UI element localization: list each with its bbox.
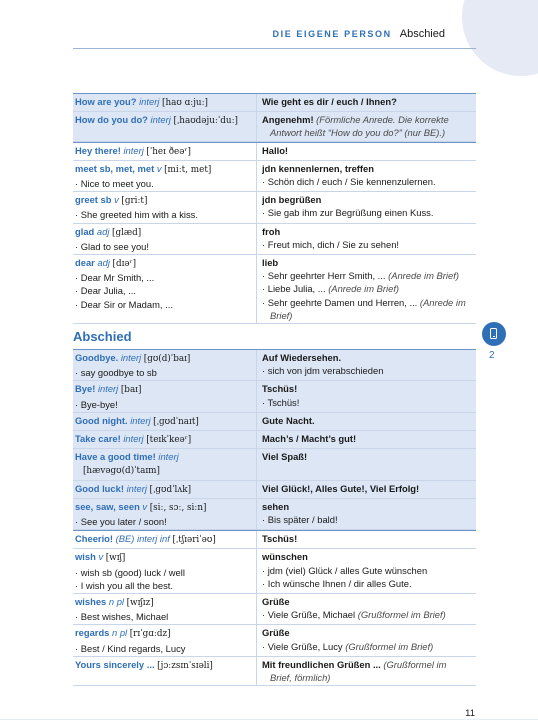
english-cell — [73, 350, 256, 380]
entry-line — [262, 296, 474, 309]
german-cell — [256, 143, 476, 160]
table-row — [73, 413, 476, 431]
entry-line — [262, 144, 474, 157]
entry-line — [75, 95, 254, 110]
entry-line — [262, 513, 474, 526]
phonetic: [dɪəʳ] — [112, 259, 137, 270]
entry-line — [262, 626, 474, 639]
english-cell — [73, 499, 256, 529]
english-cell — [73, 381, 256, 411]
headword: Take care! — [75, 433, 121, 445]
example: · Dear Mr Smith, ... — [75, 272, 155, 284]
usage-note: (Grußformel im Brief) — [357, 609, 446, 621]
corner-decoration — [462, 0, 538, 76]
vocab-table-abschied — [73, 349, 476, 686]
grammar-label: interj — [123, 433, 144, 445]
entry-line — [262, 382, 474, 395]
usage-note: (Anrede im — [419, 296, 466, 308]
german-cell — [256, 224, 476, 254]
headword: Bye! — [75, 383, 96, 395]
entry-line — [262, 126, 474, 139]
phonetic: [teɪkˈkeəʳ] — [146, 435, 192, 446]
entry-line — [75, 626, 254, 641]
german-cell — [256, 255, 476, 323]
entry-line — [262, 608, 474, 621]
phonetic: [wɪʃ] — [105, 553, 126, 564]
german-cell — [256, 431, 476, 448]
vocab-table-greetings — [73, 93, 476, 324]
translation: froh — [262, 225, 281, 237]
entry-line — [75, 398, 254, 411]
headword: Hey there! — [75, 144, 121, 156]
example: · See you later / soon! — [75, 516, 167, 528]
german-cell — [256, 449, 476, 479]
table-row — [73, 112, 476, 141]
translation: Wie geht es dir / euch / Ihnen? — [262, 96, 397, 107]
grammar-label: v — [98, 551, 104, 563]
phonetic: [haʊ ɑːjuː] — [162, 98, 208, 108]
translation: Grüße — [262, 627, 290, 639]
english-cell — [73, 224, 256, 254]
usage-note: (Förmliche Anrede. Die korrekte — [316, 114, 449, 126]
phonetic: [rɪˈgɑːdz] — [129, 629, 171, 640]
entry-line — [262, 500, 474, 513]
translation: Grüße — [262, 596, 290, 608]
example: · Sehr geehrte Damen und Herren, ... — [262, 296, 418, 308]
grammar-label: adj — [96, 225, 110, 237]
phonetic: [hævəgʊ(d)ˈtaɪm] — [83, 466, 160, 477]
entry-line — [262, 282, 474, 295]
english-cell — [73, 255, 256, 323]
headword: meet sb, met, met — [75, 162, 155, 174]
phonetic: [wɪʃɪz] — [126, 598, 154, 609]
entry-line — [75, 284, 254, 297]
entry-line — [75, 298, 254, 311]
english-cell — [73, 94, 256, 111]
phonetic: [gʊ(d)ˈbaɪ] — [143, 354, 191, 364]
usage-note: Antwort heißt “How do you do?” (nur BE).) — [270, 127, 446, 139]
entry-line — [262, 595, 474, 608]
entry-line — [262, 577, 474, 590]
example: · Dear Sir or Madam, ... — [75, 298, 173, 310]
english-cell — [73, 549, 256, 593]
smartphone-icon — [490, 328, 497, 339]
english-cell — [73, 531, 256, 548]
example: · I wish you all the best. — [75, 579, 173, 591]
headword: see, saw, seen — [75, 500, 140, 512]
entry-line — [262, 550, 474, 563]
german-cell — [256, 481, 476, 498]
english-cell — [73, 431, 256, 448]
grammar-label: n pl — [112, 627, 128, 639]
entry-line — [262, 482, 474, 495]
english-cell — [73, 413, 256, 430]
headword: Good night. — [75, 414, 128, 426]
translation: Viel Spaß! — [262, 451, 308, 463]
usage-note: (Grußformel im Brief) — [345, 640, 434, 652]
example: · say goodbye to sb — [75, 367, 157, 379]
usage-note: (Anrede im Brief) — [388, 270, 459, 282]
example: · Viele Grüße, Lucy — [262, 640, 343, 652]
english-cell — [73, 594, 256, 624]
german-cell — [256, 657, 476, 685]
entry-line — [75, 240, 254, 253]
entry-line — [75, 579, 254, 592]
entry-line — [262, 432, 474, 445]
entry-line — [262, 175, 474, 188]
table-row — [73, 530, 476, 549]
entry-line — [262, 671, 474, 684]
german-cell — [256, 594, 476, 624]
translation: Mit freundlichen Grüßen ... — [262, 658, 381, 670]
headword: greet sb — [75, 194, 112, 206]
table-row — [73, 224, 476, 255]
phonetic: [miːt, met] — [164, 164, 212, 175]
table-row — [73, 657, 476, 686]
usage-note: (Anrede im Brief) — [328, 283, 400, 295]
headword: Yours sincerely ... — [75, 658, 155, 670]
example: · Liebe Julia, ... — [262, 283, 326, 295]
german-cell — [256, 161, 476, 191]
entry-line — [75, 515, 254, 528]
german-cell — [256, 112, 476, 140]
grammar-label: interj — [139, 96, 160, 107]
entry-line — [75, 500, 254, 515]
english-cell — [73, 625, 256, 655]
translation: sehen — [262, 500, 290, 512]
entry-line — [75, 414, 254, 429]
table-row — [73, 381, 476, 412]
grammar-label: interj — [123, 144, 144, 156]
headword: Cheerio! — [75, 533, 114, 545]
phonetic: [griːt] — [121, 196, 148, 207]
example: · Schön dich / euch / Sie kennenzulernen. — [262, 176, 436, 188]
entry-line — [75, 532, 254, 547]
example: · Sehr geehrter Herr Smith, ... — [262, 270, 386, 282]
entry-line — [75, 177, 254, 190]
translation: Tschüs! — [262, 533, 298, 545]
table-row — [73, 142, 476, 161]
table-row — [73, 431, 476, 449]
headword: wishes — [75, 596, 107, 608]
german-cell — [256, 625, 476, 655]
table-row — [73, 255, 476, 324]
example: · Viele Grüße, Michael — [262, 609, 356, 621]
entry-line — [262, 532, 474, 545]
entry-line — [75, 193, 254, 208]
entry-line — [75, 482, 254, 497]
entry-line — [75, 550, 254, 565]
english-cell — [73, 481, 256, 498]
entry-line — [75, 642, 254, 655]
entry-line — [75, 351, 254, 366]
example: · wish sb (good) luck / well — [75, 566, 185, 578]
english-cell — [73, 192, 256, 222]
entry-line — [262, 564, 474, 577]
section-heading-abschied: Abschied — [73, 329, 132, 344]
german-cell — [256, 192, 476, 222]
entry-line — [75, 595, 254, 610]
entry-line — [75, 271, 254, 284]
entry-line — [75, 450, 254, 463]
table-row — [73, 549, 476, 594]
example: · Tschüs! — [262, 396, 300, 408]
phonetic: [siː, sɔː, siːn] — [149, 502, 207, 513]
entry-line — [262, 396, 474, 409]
german-cell — [256, 499, 476, 529]
table-row — [73, 161, 476, 192]
grammar-label: n pl — [108, 596, 124, 608]
entry-line — [262, 113, 474, 126]
grammar-label: interj — [158, 451, 179, 463]
section-label: DIE EIGENE PERSON — [272, 29, 392, 39]
phonetic: [ˌgʊdˈnaɪt] — [153, 416, 199, 427]
entry-line — [262, 162, 474, 175]
grammar-label: interj — [97, 383, 119, 395]
entry-line — [262, 238, 474, 251]
phonetic: [baɪ] — [120, 385, 142, 396]
entry-line — [262, 640, 474, 653]
entry-line — [75, 382, 254, 397]
phonetic: [glæd] — [112, 227, 142, 238]
translation: Angenehm! — [262, 114, 314, 126]
phonetic: [ˌgʊdˈlʌk] — [149, 484, 192, 495]
chapter-tab[interactable] — [482, 322, 506, 346]
german-cell — [256, 549, 476, 593]
headword: glad — [75, 225, 95, 237]
table-row — [73, 625, 476, 656]
german-cell — [256, 531, 476, 548]
example: · She greeted him with a kiss. — [75, 209, 198, 221]
translation: Viel Glück!, Alles Gute!, Viel Erfolg! — [262, 482, 420, 494]
english-cell — [73, 161, 256, 191]
entry-line — [75, 463, 254, 478]
entry-line — [75, 225, 254, 240]
example: · Dear Julia, ... — [75, 285, 136, 297]
usage-note: (Grußformel im — [383, 658, 447, 670]
english-cell — [73, 112, 256, 140]
phonetic: [ˌhaʊdəjuːˈduː] — [173, 116, 238, 127]
english-cell — [73, 143, 256, 160]
grammar-label: interj — [150, 114, 171, 126]
grammar-label: (BE) interj inf — [115, 533, 170, 545]
entry-line — [75, 256, 254, 271]
entry-line — [262, 95, 474, 108]
headword: regards — [75, 627, 110, 639]
german-cell — [256, 94, 476, 111]
entry-line — [262, 658, 474, 671]
headword: How are you? — [75, 96, 137, 107]
translation: lieb — [262, 257, 279, 269]
headword: dear — [75, 257, 95, 269]
entry-line — [262, 256, 474, 269]
example: · Best / Kind regards, Lucy — [75, 642, 186, 654]
translation: Hallo! — [262, 144, 289, 156]
table-row — [73, 192, 476, 223]
entry-line — [75, 610, 254, 623]
table-row — [73, 594, 476, 625]
headword: How do you do? — [75, 114, 148, 126]
table-row — [73, 449, 476, 480]
headword: Good luck! — [75, 482, 124, 494]
translation: wünschen — [262, 551, 308, 563]
phonetic: [ˈheɪ ðeəʳ] — [146, 146, 191, 157]
entry-line — [262, 364, 474, 377]
entry-line — [75, 113, 254, 128]
example: · sich von jdm verabschieden — [262, 365, 384, 377]
english-cell — [73, 449, 256, 479]
usage-note: Brief, förmlich) — [270, 672, 331, 684]
page-number: 11 — [465, 708, 475, 719]
grammar-label: interj — [130, 414, 151, 426]
entry-line — [262, 225, 474, 238]
table-row — [73, 93, 476, 112]
entry-line — [75, 566, 254, 579]
grammar-label: interj — [120, 352, 142, 363]
german-cell — [256, 381, 476, 411]
example: · Freut mich, dich / Sie zu sehen! — [262, 238, 400, 250]
table-row — [73, 349, 476, 381]
translation: jdn begrüßen — [262, 194, 322, 206]
chapter-label: Abschied — [399, 28, 445, 40]
phonetic: [ˌtʃɪəriˈəʊ] — [172, 535, 216, 546]
entry-line — [75, 144, 254, 159]
entry-line — [262, 269, 474, 282]
entry-line — [262, 193, 474, 206]
translation: Gute Nacht. — [262, 414, 315, 426]
headword: Have a good time! — [75, 451, 156, 463]
translation: Tschüs! — [262, 383, 298, 395]
example: · Nice to meet you. — [75, 178, 154, 190]
grammar-label: v — [142, 500, 148, 512]
entry-line — [75, 366, 254, 379]
example: · Ich wünsche Ihnen / dir alles Gute. — [262, 577, 412, 589]
german-cell — [256, 413, 476, 430]
translation: Auf Wiedersehen. — [262, 352, 342, 363]
example: · Sie gab ihm zur Begrüßung einen Kuss. — [262, 207, 434, 219]
entry-line — [262, 414, 474, 427]
example: · Bye-bye! — [75, 398, 118, 410]
chapter-number: 2 — [489, 350, 495, 361]
example: · Best wishes, Michael — [75, 611, 169, 623]
entry-line — [262, 450, 474, 463]
german-cell — [256, 350, 476, 380]
headword: Goodbye. — [75, 352, 119, 363]
entry-line — [262, 351, 474, 364]
entry-line — [262, 206, 474, 219]
header-rule — [73, 48, 476, 49]
translation: jdn kennenlernen, treffen — [262, 162, 374, 174]
headword: wish — [75, 551, 96, 563]
table-row — [73, 499, 476, 530]
grammar-label: v — [114, 194, 119, 206]
entry-line — [75, 432, 254, 447]
grammar-label: interj — [126, 482, 147, 494]
entry-line — [75, 162, 254, 177]
table-row — [73, 481, 476, 499]
entry-line — [262, 309, 474, 322]
usage-note: Brief) — [270, 309, 293, 321]
entry-line — [75, 658, 254, 673]
phonetic: [jɔːzsɪnˈsɪəli] — [157, 660, 213, 671]
example: · Glad to see you! — [75, 240, 149, 252]
grammar-label: adj — [97, 257, 110, 269]
english-cell — [73, 657, 256, 685]
grammar-label: v — [156, 162, 162, 174]
example: · Bis später / bald! — [262, 514, 338, 526]
translation: Mach’s / Macht’s gut! — [262, 433, 357, 445]
example: · jdm (viel) Glück / alles Gute wünschen — [262, 564, 428, 576]
running-header — [273, 28, 446, 40]
entry-line — [75, 208, 254, 221]
